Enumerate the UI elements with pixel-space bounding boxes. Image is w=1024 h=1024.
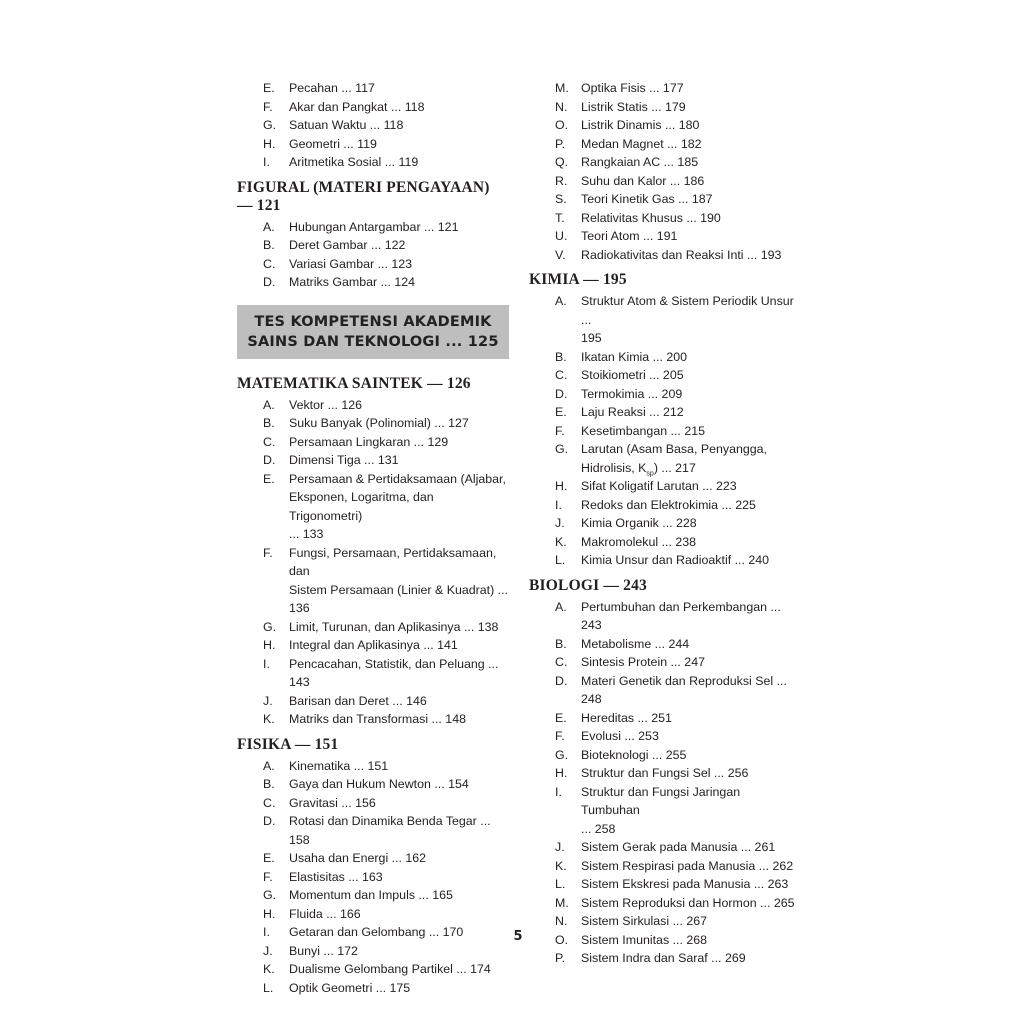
- toc-entry[interactable]: [237, 79, 509, 98]
- toc-entry-letter: E.: [263, 471, 275, 486]
- toc-entry-letter: H.: [555, 766, 568, 780]
- toc-entry[interactable]: [529, 385, 801, 404]
- toc-entry-title: Medan Magnet ... 182: [581, 136, 702, 151]
- toc-entry[interactable]: [529, 949, 801, 968]
- toc-entry-title: Persamaan Lingkaran ... 129: [289, 434, 449, 449]
- toc-entry-letter: L.: [555, 877, 566, 891]
- toc-entry[interactable]: [237, 98, 509, 117]
- page-number: 5: [513, 929, 523, 944]
- toc-entry-letter: O.: [555, 932, 569, 947]
- toc-entry-title: Elastisitas ... 163: [289, 869, 383, 884]
- toc-entry-title: Termokimia ... 209: [581, 386, 683, 401]
- toc-entry-letter: R.: [555, 173, 568, 188]
- toc-entry-letter: E.: [263, 851, 275, 865]
- toc-entry-letter: L.: [263, 980, 274, 995]
- toc-entry-letter: F.: [555, 423, 565, 438]
- toc-entry[interactable]: [237, 544, 509, 618]
- toc-entry-letter: G.: [263, 118, 277, 132]
- toc-entry-title: Sintesis Protein ... 247: [581, 655, 705, 669]
- toc-entry[interactable]: [237, 812, 509, 849]
- toc-entry[interactable]: [529, 894, 801, 913]
- toc-entry-title: Teori Atom ... 191: [581, 229, 678, 243]
- toc-entry-title: Matriks Gambar ... 124: [289, 275, 416, 289]
- toc-entry-title: Ikatan Kimia ... 200: [581, 349, 688, 364]
- toc-entry-letter: G.: [555, 442, 569, 456]
- toc-entry-letter: I.: [555, 497, 562, 512]
- toc-entry-letter: D.: [263, 814, 276, 828]
- toc-entry-letter: A.: [555, 599, 567, 614]
- toc-entry-letter: H.: [263, 638, 276, 652]
- toc-entry-page: ) ... 217: [653, 460, 696, 475]
- toc-entry[interactable]: [237, 655, 509, 692]
- toc-entry[interactable]: [237, 849, 509, 868]
- toc-entry-letter: B.: [263, 777, 275, 791]
- toc-entry[interactable]: [529, 533, 801, 552]
- toc-entry-title: Integral dan Aplikasinya ... 141: [289, 638, 458, 652]
- toc-entry-title: Rotasi dan Dinamika Benda Tegar ... 158: [289, 814, 491, 847]
- toc-entry-title: Barisan dan Deret ... 146: [289, 693, 427, 708]
- toc-entry[interactable]: [529, 875, 801, 894]
- toc-entry-title: Fluida ... 166: [289, 906, 361, 921]
- toc-entry-title: Struktur Atom & Sistem Periodik Unsur ... 195: [581, 294, 794, 345]
- toc-entry[interactable]: [529, 653, 801, 672]
- toc-entry[interactable]: [529, 857, 801, 876]
- toc-entry-letter: B.: [555, 636, 567, 651]
- toc-entry-letter: I.: [263, 656, 270, 671]
- toc-entry-title: Pecahan ... 117: [289, 81, 375, 95]
- toc-entry-title: Sistem Sirkulasi ... 267: [581, 914, 708, 928]
- toc-entry-title: Matriks dan Transformasi ... 148: [289, 712, 466, 726]
- toc-entry-title: Limit, Turunan, dan Aplikasinya ... 138: [289, 619, 499, 634]
- toc-entry[interactable]: [237, 757, 509, 776]
- toc-entry[interactable]: [237, 433, 509, 452]
- toc-entry-letter: C.: [555, 655, 568, 669]
- toc-entry-letter: U.: [555, 229, 568, 243]
- toc-entry[interactable]: [529, 422, 801, 441]
- toc-entry-letter: Q.: [555, 155, 569, 169]
- toc-entry[interactable]: [529, 477, 801, 496]
- toc-entry-letter: N.: [555, 914, 568, 928]
- toc-entry-letter: I.: [263, 155, 270, 169]
- toc-entry-letter: D.: [263, 275, 276, 289]
- toc-entry[interactable]: [237, 135, 509, 154]
- toc-entry-letter: J.: [263, 943, 273, 958]
- toc-left-column: [237, 79, 509, 997]
- toc-entry[interactable]: [529, 598, 801, 635]
- toc-entry[interactable]: [237, 942, 509, 961]
- toc-entry-letter: H.: [555, 479, 568, 493]
- toc-entry-letter: G.: [555, 747, 569, 762]
- toc-entry-letter: I.: [263, 925, 270, 939]
- toc-entry-title: Larutan (Asam Basa, Penyangga, Hidrolisis, K: [581, 442, 767, 475]
- toc-entry-title: Usaha dan Energi ... 162: [289, 851, 427, 865]
- toc-entry-letter: A.: [263, 219, 275, 234]
- toc-entry-letter: C.: [263, 256, 276, 271]
- toc-entry[interactable]: [529, 709, 801, 728]
- toc-entry-title: Persamaan & Pertidaksamaan (Aljabar, Eksponen, Logaritma, dan Trigonometri) ... 133: [289, 471, 506, 541]
- toc-entry-letter: B.: [555, 349, 567, 364]
- toc-entry-letter: C.: [263, 434, 276, 449]
- toc-entry-title: Sifat Koligatif Larutan ... 223: [581, 479, 737, 493]
- toc-entry-letter: O.: [555, 118, 569, 132]
- toc-entry-title: Metabolisme ... 244: [581, 636, 690, 651]
- toc-entry-title: Dualisme Gelombang Partikel ... 174: [289, 962, 491, 976]
- toc-entry-title: Satuan Waktu ... 118: [289, 118, 404, 132]
- toc-entry-letter: A.: [555, 294, 567, 308]
- toc-entry-title: Sistem Imunitas ... 268: [581, 932, 708, 947]
- section-heading[interactable]: MATEMATIKA SAINTEK — 126: [237, 374, 471, 392]
- toc-entry[interactable]: [529, 246, 801, 265]
- toc-entry[interactable]: [529, 551, 801, 570]
- toc-entry[interactable]: [237, 794, 509, 813]
- toc-entry-subscript: sp: [646, 469, 654, 477]
- toc-entry-letter: N.: [555, 99, 568, 114]
- toc-entry-letter: A.: [263, 397, 275, 412]
- toc-entry-letter: E.: [555, 405, 567, 419]
- toc-entry-title: Akar dan Pangkat ... 118: [289, 99, 425, 114]
- toc-entry[interactable]: [529, 496, 801, 515]
- toc-entry-title: Stoikiometri ... 205: [581, 368, 684, 382]
- toc-entry-letter: E.: [263, 81, 275, 95]
- toc-entry[interactable]: [529, 153, 801, 172]
- toc-entry-title: Kimia Organik ... 228: [581, 516, 697, 530]
- toc-entry[interactable]: [529, 838, 801, 857]
- toc-entry-title: Sistem Ekskresi pada Manusia ... 263: [581, 877, 789, 891]
- toc-entry[interactable]: [237, 868, 509, 887]
- toc-entry-title: Sistem Indra dan Saraf ... 269: [581, 951, 746, 965]
- toc-entry-letter: J.: [555, 516, 565, 530]
- toc-entry[interactable]: [529, 135, 801, 154]
- toc-entry-title: Redoks dan Elektrokimia ... 225: [581, 497, 756, 512]
- toc-entry[interactable]: [529, 672, 801, 709]
- toc-entry-letter: M.: [555, 81, 569, 95]
- toc-entry[interactable]: [237, 618, 509, 637]
- toc-entry-title: Suhu dan Kalor ... 186: [581, 173, 705, 188]
- toc-entry-letter: K.: [555, 858, 567, 873]
- toc-entry[interactable]: [237, 255, 509, 274]
- toc-entry-title: Suku Banyak (Polinomial) ... 127: [289, 416, 469, 430]
- toc-entry[interactable]: [237, 979, 509, 998]
- toc-entry-title: Momentum dan Impuls ... 165: [289, 888, 453, 902]
- toc-entry-letter: H.: [263, 136, 276, 151]
- toc-entry[interactable]: [237, 470, 509, 544]
- section-heading[interactable]: FIGURAL (MATERI PENGAYAAN) — 121: [237, 178, 490, 214]
- toc-entry[interactable]: [237, 153, 509, 172]
- toc-entry[interactable]: [529, 366, 801, 385]
- toc-entry-letter: F.: [263, 545, 273, 560]
- toc-entry-letter: L.: [555, 553, 566, 567]
- toc-entry-title: Bioteknologi ... 255: [581, 747, 687, 762]
- toc-entry-letter: K.: [263, 962, 275, 976]
- toc-entry[interactable]: [529, 209, 801, 228]
- toc-entry-title: Makromolekul ... 238: [581, 534, 697, 549]
- toc-entry[interactable]: [529, 440, 801, 477]
- toc-entry-letter: C.: [555, 368, 568, 382]
- toc-entry-letter: S.: [555, 192, 567, 206]
- toc-entry-title: Vektor ... 126: [289, 397, 363, 412]
- toc-entry[interactable]: [237, 451, 509, 470]
- toc-entry-letter: J.: [555, 840, 565, 854]
- section-heading[interactable]: KIMIA — 195: [529, 271, 627, 288]
- toc-entry-title: Gravitasi ... 156: [289, 795, 376, 810]
- toc-entry-letter: P.: [555, 951, 566, 965]
- toc-entry-letter: H.: [263, 906, 276, 921]
- toc-entry[interactable]: [237, 116, 509, 135]
- section-heading[interactable]: FISIKA — 151: [237, 735, 339, 753]
- toc-entry[interactable]: [529, 912, 801, 931]
- toc-entry-title: Hubungan Antargambar ... 121: [289, 219, 459, 234]
- toc-entry[interactable]: [529, 79, 801, 98]
- toc-entry-title: Fungsi, Persamaan, Pertidaksamaan, dan Sistem Persamaan (Linier & Kuadrat) ... 136: [289, 545, 508, 615]
- toc-entry[interactable]: [529, 190, 801, 209]
- toc-entry-title: Struktur dan Fungsi Jaringan Tumbuhan ... 258: [581, 784, 741, 836]
- toc-entry[interactable]: [237, 218, 509, 237]
- toc-entry-letter: A.: [263, 758, 275, 773]
- toc-entry-letter: D.: [555, 673, 568, 688]
- toc-entry-letter: C.: [263, 795, 276, 810]
- toc-entry-title: Kimia Unsur dan Radioaktif ... 240: [581, 553, 770, 567]
- toc-entry-title: Geometri ... 119: [289, 136, 377, 151]
- toc-entry-title: Bunyi ... 172: [289, 943, 358, 958]
- toc-entry[interactable]: [529, 348, 801, 367]
- toc-entry[interactable]: [529, 727, 801, 746]
- section-heading[interactable]: BIOLOGI — 243: [529, 576, 648, 594]
- toc-entry-title: Pertumbuhan dan Perkembangan ... 243: [581, 599, 781, 632]
- toc-entry[interactable]: [529, 98, 801, 117]
- toc-entry-title: Sistem Reproduksi dan Hormon ... 265: [581, 895, 795, 910]
- toc-entry-letter: D.: [555, 386, 568, 401]
- toc-entry[interactable]: [529, 292, 801, 348]
- toc-entry-letter: G.: [263, 888, 277, 902]
- toc-entry-title: Listrik Statis ... 179: [581, 99, 686, 114]
- toc-entry-letter: M.: [555, 895, 569, 910]
- toc-entry[interactable]: [237, 273, 509, 292]
- toc-entry-letter: B.: [263, 238, 275, 252]
- toc-right-column: [529, 79, 801, 968]
- toc-entry-title: Relativitas Khusus ... 190: [581, 210, 721, 225]
- toc-entry-title: Teori Kinetik Gas ... 187: [581, 192, 713, 206]
- toc-entry-title: Kinematika ... 151: [289, 758, 389, 773]
- toc-entry-title: Optik Geometri ... 175: [289, 980, 411, 995]
- toc-entry-letter: F.: [263, 869, 273, 884]
- toc-entry-title: Optika Fisis ... 177: [581, 81, 684, 95]
- toc-entry-letter: E.: [555, 710, 567, 725]
- toc-entry[interactable]: [529, 403, 801, 422]
- toc-entry-title: Sistem Gerak pada Manusia ... 261: [581, 840, 776, 854]
- toc-entry-title: Materi Genetik dan Reproduksi Sel ... 248: [581, 673, 787, 706]
- toc-entry-title: Listrik Dinamis ... 180: [581, 118, 700, 132]
- toc-entry[interactable]: [237, 414, 509, 433]
- toc-entry-letter: D.: [263, 453, 276, 467]
- toc-entry-letter: I.: [555, 784, 562, 799]
- toc-entry-title: Gaya dan Hukum Newton ... 154: [289, 777, 469, 791]
- toc-entry-title: Deret Gambar ... 122: [289, 238, 406, 252]
- toc-entry-title: Variasi Gambar ... 123: [289, 256, 413, 271]
- toc-entry-letter: G.: [263, 619, 277, 634]
- toc-entry-title: Getaran dan Gelombang ... 170: [289, 925, 464, 939]
- toc-entry-letter: T.: [555, 210, 565, 225]
- toc-entry-title: Sistem Respirasi pada Manusia ... 262: [581, 858, 794, 873]
- toc-entry-title: Struktur dan Fungsi Sel ... 256: [581, 766, 749, 780]
- toc-entry[interactable]: [529, 116, 801, 135]
- toc-entry-title: Aritmetika Sosial ... 119: [289, 155, 419, 169]
- toc-entry-letter: J.: [263, 693, 273, 708]
- toc-entry[interactable]: [237, 710, 509, 729]
- toc-entry[interactable]: [529, 635, 801, 654]
- toc-entry-letter: P.: [555, 136, 566, 151]
- toc-entry-title: Evolusi ... 253: [581, 729, 659, 743]
- toc-entry[interactable]: [237, 636, 509, 655]
- toc-entry[interactable]: [529, 172, 801, 191]
- toc-entry[interactable]: [529, 514, 801, 533]
- toc-entry-letter: V.: [555, 247, 566, 262]
- section-banner[interactable]: TES KOMPETENSI AKADEMIK SAINS DAN TEKNOLOGI ... 125: [237, 305, 509, 359]
- toc-entry[interactable]: [529, 227, 801, 246]
- toc-entry-title: Pencacahan, Statistik, dan Peluang ... 143: [289, 656, 499, 689]
- toc-entry[interactable]: [237, 886, 509, 905]
- toc-entry[interactable]: [237, 692, 509, 711]
- toc-entry-letter: K.: [263, 712, 275, 726]
- toc-entry-title: Kesetimbangan ... 215: [581, 423, 705, 438]
- toc-entry[interactable]: [529, 764, 801, 783]
- toc-entry[interactable]: [237, 775, 509, 794]
- toc-entry[interactable]: [237, 905, 509, 924]
- toc-entry[interactable]: [529, 746, 801, 765]
- toc-entry-letter: F.: [555, 729, 565, 743]
- toc-entry-title: Hereditas ... 251: [581, 710, 672, 725]
- toc-entry-letter: F.: [263, 99, 273, 114]
- toc-entry[interactable]: [237, 960, 509, 979]
- toc-entry-title: Rangkaian AC ... 185: [581, 155, 699, 169]
- toc-entry-title: Dimensi Tiga ... 131: [289, 453, 399, 467]
- toc-entry[interactable]: [529, 783, 801, 839]
- toc-entry-letter: B.: [263, 416, 275, 430]
- toc-entry-letter: K.: [555, 534, 567, 549]
- toc-entry[interactable]: [237, 396, 509, 415]
- toc-entry[interactable]: [237, 236, 509, 255]
- toc-entry-title: Radiokativitas dan Reaksi Inti ... 193: [581, 247, 782, 262]
- toc-entry-title: Laju Reaksi ... 212: [581, 405, 684, 419]
